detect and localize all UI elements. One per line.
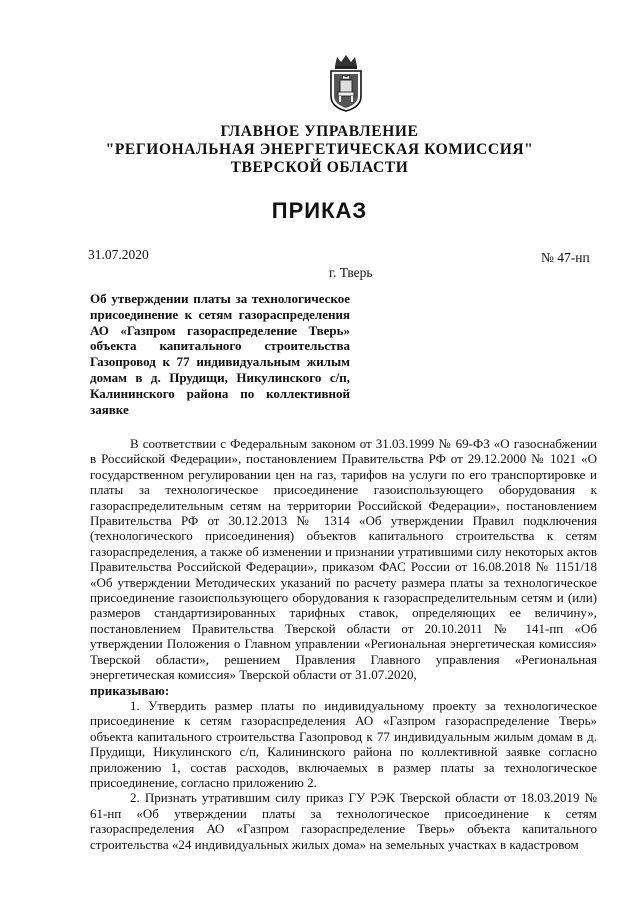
- preamble-paragraph: В соответствии с Федеральным законом от 31.03.1999 № 69-ФЗ «О газоснабжении в Российской Федерации», постановлением Правительства РФ от 29.12.2000 № 1021 «О государственном регулировании цен на газ, тарифов на услуги по его транспортировке и платы за технологическое присоединение газоиспользующего оборудования к газораспределительным сетям на территории Российской Федерации», постановлением Правительства РФ от 30.12.2013 № 1314 «Об утверждении Правил подключения (технологического присоединения) объектов капитального строительства к сетям газораспределения, а также об изменении и признании утратившими силу некоторых актов Правительства Российской Федерации», приказом ФАС России от 16.08.2018 № 1151/18 «Об утверждении Методических указаний по расчету размера платы за технологическое присоединение газоиспользующего оборудования к газораспределительным сетям и (или) размеров стандартизированных тарифных ставок, определяющих ее величину», постановлением Правительства Тверской области от 20.10.2011 № 141-пп «Об утверждении Положения о Главном управлении «Региональная энергетическая комиссия» Тверской области», решением Правления Главного управления «Региональная энергетическая комиссия» Тверской области от 31.07.2020,: [90, 436, 597, 683]
- tver-coat-of-arms-icon: [327, 52, 365, 112]
- org-name-line-1: ГЛАВНОЕ УПРАВЛЕНИЕ: [220, 123, 419, 140]
- order-word: приказываю:: [90, 682, 170, 698]
- document-body: [90, 436, 597, 852]
- order-item-2: 2. Признать утратившим силу приказ ГУ РЭК Тверской области от 18.03.2019 № 61-нп «Об утверждении платы за технологическое присоединение к сетям газораспределения АО «Газпром газораспределение Тверь» объекта капитального строительства «24 индивидуальных жилых дома» на земельных участках в кадастровом: [90, 790, 597, 852]
- org-name-line-2: "РЕГИОНАЛЬНАЯ ЭНЕРГЕТИЧЕСКАЯ КОМИССИЯ": [105, 141, 534, 158]
- document-title: ПРИКАЗ: [271, 198, 368, 223]
- order-item-1: 1. Утвердить размер платы по индивидуальному проекту за технологическое присоединение к сетям газораспределения АО «Газпром газораспределение Тверь» объекта капитального строительства Газопровод к 77 индивидуальным жилым домам в д. Прудищи, Никулинского с/п, Калининского района по коллективной заявке согласно приложению 1, состав расходов, включаемых в размер платы за технологическое присоединение, согласно приложению 2.: [90, 697, 597, 790]
- document-number: № 47-нп: [541, 250, 590, 265]
- document-subject: Об утверждении платы за технологическое присоединение к сетям газораспределения АО «Газпром газораспределение Тверь» объекта капитального строительства Газопровод к 77 индивидуальным жилым домам в д. Прудищи, Никулинского с/п, Калининского района по коллективной заявке: [90, 291, 350, 417]
- document-city: г. Тверь: [329, 265, 373, 280]
- org-name-line-3: ТВЕРСКОЙ ОБЛАСТИ: [230, 159, 409, 176]
- document-date: 31.07.2020: [88, 247, 149, 262]
